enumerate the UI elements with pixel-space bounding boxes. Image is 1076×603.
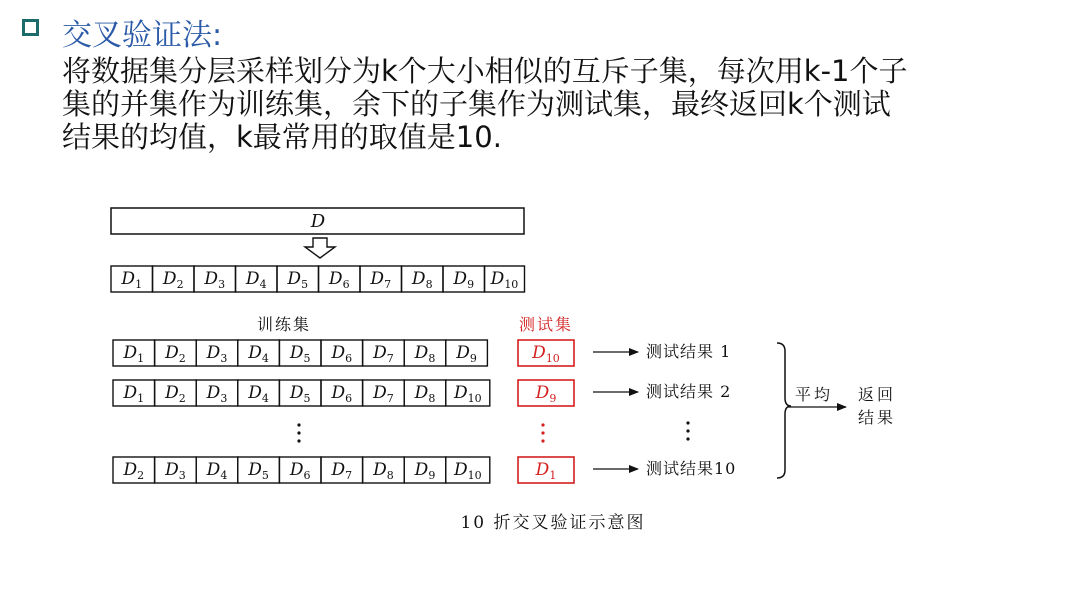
results-brace xyxy=(777,343,791,478)
fold-row xyxy=(113,457,736,483)
split-row-cell-label: $D_3$ xyxy=(204,269,226,291)
train-set-cell-label: $D_8$ xyxy=(373,460,394,482)
split-row-cell-label: $D_9$ xyxy=(453,269,475,291)
split-row-cell-label: $D_4$ xyxy=(245,269,267,291)
train-set-cell-label: $D_3$ xyxy=(165,460,186,482)
train-set-cell-label: $D_6$ xyxy=(331,343,353,365)
split-row-cell-label: $D_1$ xyxy=(121,269,143,291)
train-set-cell-label: $D_6$ xyxy=(289,460,311,482)
train-set-cell-label: $D_7$ xyxy=(373,383,394,405)
test-result-label: 测试结果 2 xyxy=(646,382,732,401)
train-set-cell-label: $D_7$ xyxy=(373,343,394,365)
fold-row xyxy=(113,340,731,366)
train-set-cell-label: $D_5$ xyxy=(289,383,311,405)
test-set-label-cell: $D_9$ xyxy=(535,383,557,405)
section-heading: 交叉验证法: xyxy=(62,18,223,53)
split-row-cell-label: $D_{10}$ xyxy=(490,269,519,291)
train-set-cell-label: $D_9$ xyxy=(456,343,477,365)
test-result-label: 测试结果10 xyxy=(646,459,737,478)
train-set-cell-label: $D_7$ xyxy=(331,460,353,482)
full-dataset-label: D xyxy=(310,211,326,232)
return-label: 结果 xyxy=(858,408,897,427)
split-down-arrow-icon xyxy=(305,238,335,258)
train-set-cell-label: $D_{10}$ xyxy=(453,460,482,482)
train-set-cell-label: $D_3$ xyxy=(206,383,228,405)
split-row-cell-label: $D_6$ xyxy=(328,269,350,291)
paragraph-line: 结果的均值，k最常用的取值是10. xyxy=(62,120,502,154)
ellipsis-dots xyxy=(297,421,689,442)
train-set-cell-label: $D_9$ xyxy=(414,460,436,482)
train-set-cell-label: $D_8$ xyxy=(414,383,436,405)
paragraph-line: 集的并集作为训练集，余下的子集作为测试集，最终返回k个测试 xyxy=(62,87,891,121)
split-row-cell-label: $D_2$ xyxy=(162,269,184,291)
train-set-cell-label: $D_1$ xyxy=(123,343,145,365)
train-set-cell-label: $D_4$ xyxy=(248,343,269,365)
train-set-cell-label: $D_6$ xyxy=(331,383,353,405)
train-set-cell-label: $D_4$ xyxy=(248,383,269,405)
train-set-cell-label: $D_5$ xyxy=(248,460,269,482)
train-set-cell-label: $D_4$ xyxy=(206,460,228,482)
train-set-cell-label: $D_2$ xyxy=(165,343,186,365)
paragraph-line: 将数据集分层采样划分为k个大小相似的互斥子集，每次用k-1个子 xyxy=(62,54,908,88)
train-set-cell-label: $D_8$ xyxy=(414,343,436,365)
test-set-label-cell: $D_{10}$ xyxy=(532,343,560,365)
return-label: 返回 xyxy=(858,385,897,404)
train-set-cell-label: $D_{10}$ xyxy=(453,383,482,405)
test-set-label: 测试集 xyxy=(518,315,574,334)
train-set-cell-label: $D_2$ xyxy=(165,383,186,405)
train-set-cell-label: $D_1$ xyxy=(123,383,145,405)
train-set-cell-label: $D_3$ xyxy=(206,343,228,365)
train-set-label: 训练集 xyxy=(256,315,312,334)
test-set-label-cell: $D_1$ xyxy=(535,460,557,482)
folds xyxy=(113,340,736,483)
diagram-caption: 10 折交叉验证示意图 xyxy=(460,513,646,533)
split-row-cell-label: $D_7$ xyxy=(370,269,392,291)
split-row-cell-label: $D_5$ xyxy=(287,269,309,291)
test-result-label: 测试结果 1 xyxy=(646,342,732,361)
average-label: 平均 xyxy=(795,385,834,404)
train-set-cell-label: $D_5$ xyxy=(289,343,311,365)
fold-row xyxy=(113,380,731,406)
split-row xyxy=(111,266,525,292)
train-set-cell-label: $D_2$ xyxy=(123,460,145,482)
split-row-cell-label: $D_8$ xyxy=(411,269,433,291)
